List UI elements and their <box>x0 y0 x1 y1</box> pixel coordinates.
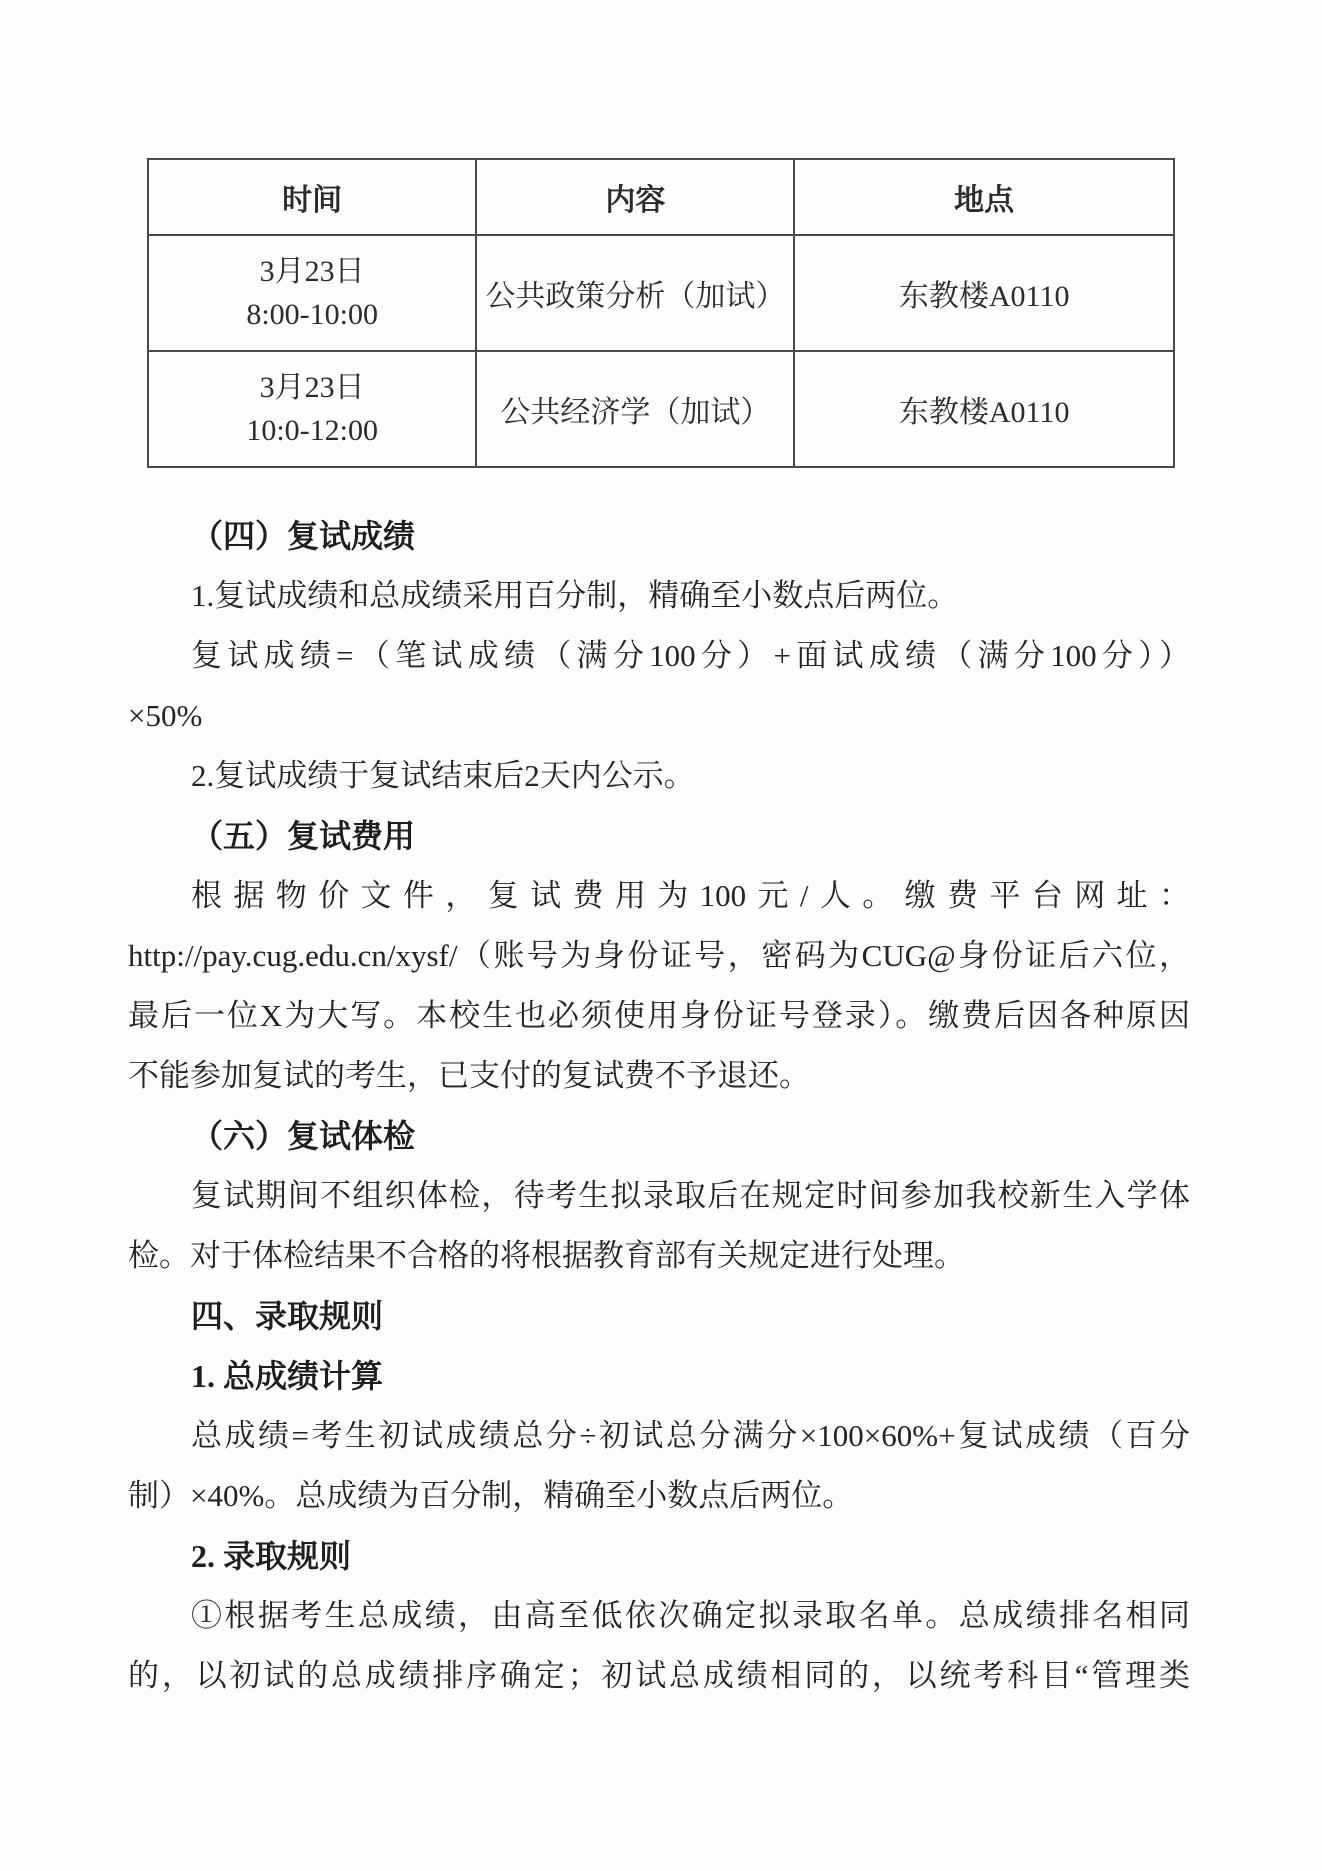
body-line-physical-exam-2: 检。对于体检结果不合格的将根据教育部有关规定进行处理。 <box>128 1238 965 1273</box>
body-line-score-publicity: 2.复试成绩于复试结束后2天内公示。 <box>191 758 695 793</box>
table-header-row <box>148 159 1174 235</box>
body-line-physical-exam-1: 复试期间不组织体检，待考生拟录取后在规定时间参加我校新生入学体 <box>191 1178 1190 1213</box>
exam-schedule-table <box>147 158 1175 468</box>
body-line-pay-url: http://pay.cug.edu.cn/xysf/（账号为身份证号，密码为CUG@身份证后六位， <box>128 938 1190 973</box>
body-line-total-score-formula-2: 制）×40%。总成绩为百分制，精确至小数点后两位。 <box>128 1478 854 1513</box>
location-cell: 东教楼A0110 <box>794 351 1174 467</box>
body-line-no-refund: 不能参加复试的考生，已支付的复试费不予退还。 <box>128 1058 810 1093</box>
table-header-time: 时间 <box>148 159 476 235</box>
section-heading-retest-fee: （五）复试费用 <box>191 818 416 854</box>
table-row <box>148 351 1174 467</box>
table-row <box>148 235 1174 351</box>
content-cell: 公共经济学（加试） <box>476 351 794 467</box>
body-line-score-formula: 复试成绩=（笔试成绩（满分100分）+面试成绩（满分100分）） <box>191 638 1190 673</box>
section-heading-admission-rules: 四、录取规则 <box>191 1298 384 1334</box>
location-cell: 东教楼A0110 <box>794 235 1174 351</box>
subheading-total-score-calc: 1. 总成绩计算 <box>191 1358 384 1394</box>
body-line-times-fifty-percent: ×50% <box>128 698 203 733</box>
document-body <box>128 506 1190 1706</box>
table-header-location: 地点 <box>794 159 1174 235</box>
subheading-admission-rule: 2. 录取规则 <box>191 1538 352 1574</box>
exam-date: 3月23日 <box>259 370 365 404</box>
body-line-admission-rule-1: ①根据考生总成绩，由高至低依次确定拟录取名单。总成绩排名相同 <box>191 1598 1190 1633</box>
section-heading-physical-exam: （六）复试体检 <box>191 1118 416 1154</box>
section-heading-retest-score: （四）复试成绩 <box>191 518 416 554</box>
content-cell: 公共政策分析（加试） <box>476 235 794 351</box>
body-line-score-scale: 1.复试成绩和总成绩采用百分制，精确至小数点后两位。 <box>191 578 959 613</box>
time-cell <box>148 235 476 351</box>
exam-time: 10:0-12:00 <box>246 414 378 447</box>
exam-time: 8:00-10:00 <box>246 298 378 331</box>
body-line-admission-rule-2: 的，以初试的总成绩排序确定；初试总成绩相同的，以统考科目“管理类 <box>128 1658 1190 1693</box>
document-content <box>128 158 1190 1706</box>
exam-date: 3月23日 <box>259 254 365 288</box>
body-line-login-note: 最后一位X为大写。本校生也必须使用身份证号登录）。缴费后因各种原因 <box>128 998 1190 1033</box>
body-line-total-score-formula-1: 总成绩=考生初试成绩总分÷初试总分满分×100×60%+复试成绩（百分 <box>191 1418 1190 1453</box>
time-cell <box>148 351 476 467</box>
body-line-fee-amount: 根据物价文件，复试费用为100元/人。缴费平台网址： <box>191 878 1190 913</box>
table-header-content: 内容 <box>476 159 794 235</box>
